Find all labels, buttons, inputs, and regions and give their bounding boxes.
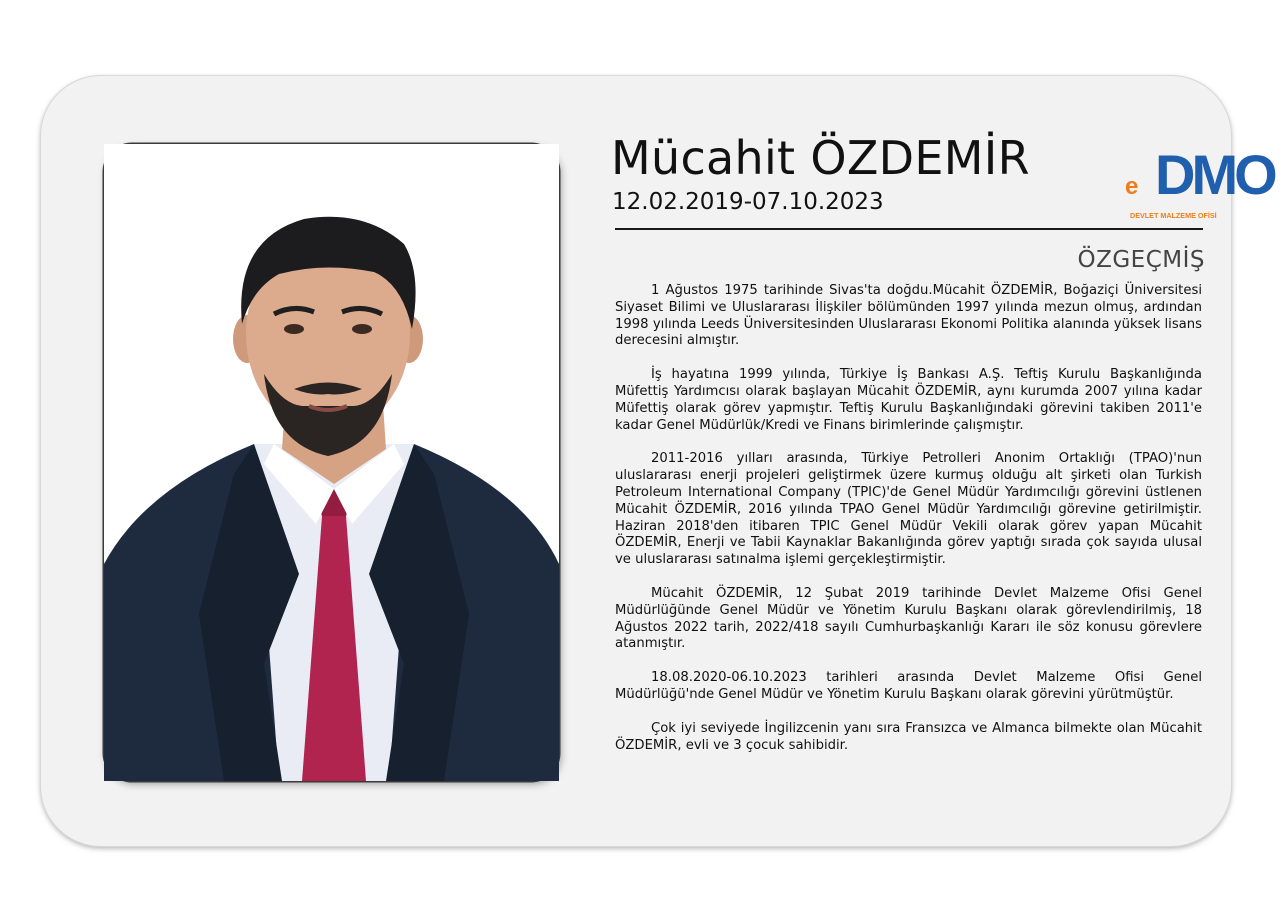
dmo-logo [1125,130,1274,224]
bio-paragraph: 1 Ağustos 1975 tarihinde Sivas'ta doğdu.Mücahit ÖZDEMİR, Boğaziçi Üniversitesi Siyaset Bilimi ve Uluslararası İlişkiler bölümünden 1997 yılında mezun olmuş, ardından 1998 yılında Leeds Üniversitesinden Uluslararası Ekonomi Politika alanında yüksek lisans derecesini almıştır. [615,283,1202,349]
portrait-illustration [104,144,559,781]
logo-dmo-letters: DMO [1155,143,1274,206]
bio-paragraph: Çok iyi seviyede İngilizcenin yanı sıra Fransızca ve Almanca bilmekte olan Mücahit ÖZDEMİR, evli ve 3 çocuk sahibidir. [615,720,1202,753]
header-divider [615,228,1203,230]
bio-paragraph: 18.08.2020-06.10.2023 tarihleri arasında Devlet Malzeme Ofisi Genel Müdürlüğü'nde Genel Müdür ve Yönetim Kurulu Başkanı olarak görevini yürütmüştür. [615,670,1202,702]
logo-e-letter: e [1125,173,1139,200]
term-dates: 12.02.2019-07.10.2023 [612,189,884,215]
bio-paragraph: Mücahit ÖZDEMİR, 12 Şubat 2019 tarihinde Devlet Malzeme Ofisi Genel Müdürlüğünde Genel Müdür ve Yönetim Kurulu Başkanı olarak görevlendirilmiş, 18 Ağustos 2022 tarih, 2022/418 sayılı Cumhurbaşkanlığı Kararı ile söz konusu görevlere atanmıştır. [615,585,1202,652]
logo-caption: DEVLET MALZEME OFİSİ [1130,211,1217,220]
bio-paragraph: İş hayatına 1999 yılında, Türkiye İş Bankası A.Ş. Teftiş Kurulu Başkanlığında Müfettiş Yardımcısı olarak başlayan Mücahit ÖZDEMİR, aynı kurumda 2007 yılına kadar Müfettiş olarak görev yapmıştır. Teftiş Kurulu Başkanlığındaki görevini takiben 2011'e kadar Genel Müdürlük/Kredi ve Finans birimlerinde çalışmıştır. [615,367,1202,433]
person-name: Mücahit ÖZDEMİR [611,131,1030,185]
section-title: ÖZGEÇMİŞ [1077,247,1205,273]
bio-paragraph: 2011-2016 yılları arasında, Türkiye Petrolleri Anonim Ortaklığı (TPAO)'nun uluslararası enerji projeleri geliştirmek üzere kurmuş olduğu alt şirketi olan Turkish Petroleum International Company (TPIC)'de Genel Müdür Yardımcılığı görevini üstlenen Mücahit ÖZDEMİR, 2016 yılında TPAO Genel Müdür Yardımcılığı görevine getirilmiştir. Haziran 2018'den itibaren TPIC Genel Müdür Vekili olarak görev yapan Mücahit ÖZDEMİR, Enerji ve Tabii Kaynaklar Bakanlığında görev yaptığı sırada çok sayıda ulusal ve uluslararası satınalma işlemi gerçekleştirmiştir. [615,451,1202,568]
portrait-photo [104,144,559,781]
biography-text [615,283,1202,771]
